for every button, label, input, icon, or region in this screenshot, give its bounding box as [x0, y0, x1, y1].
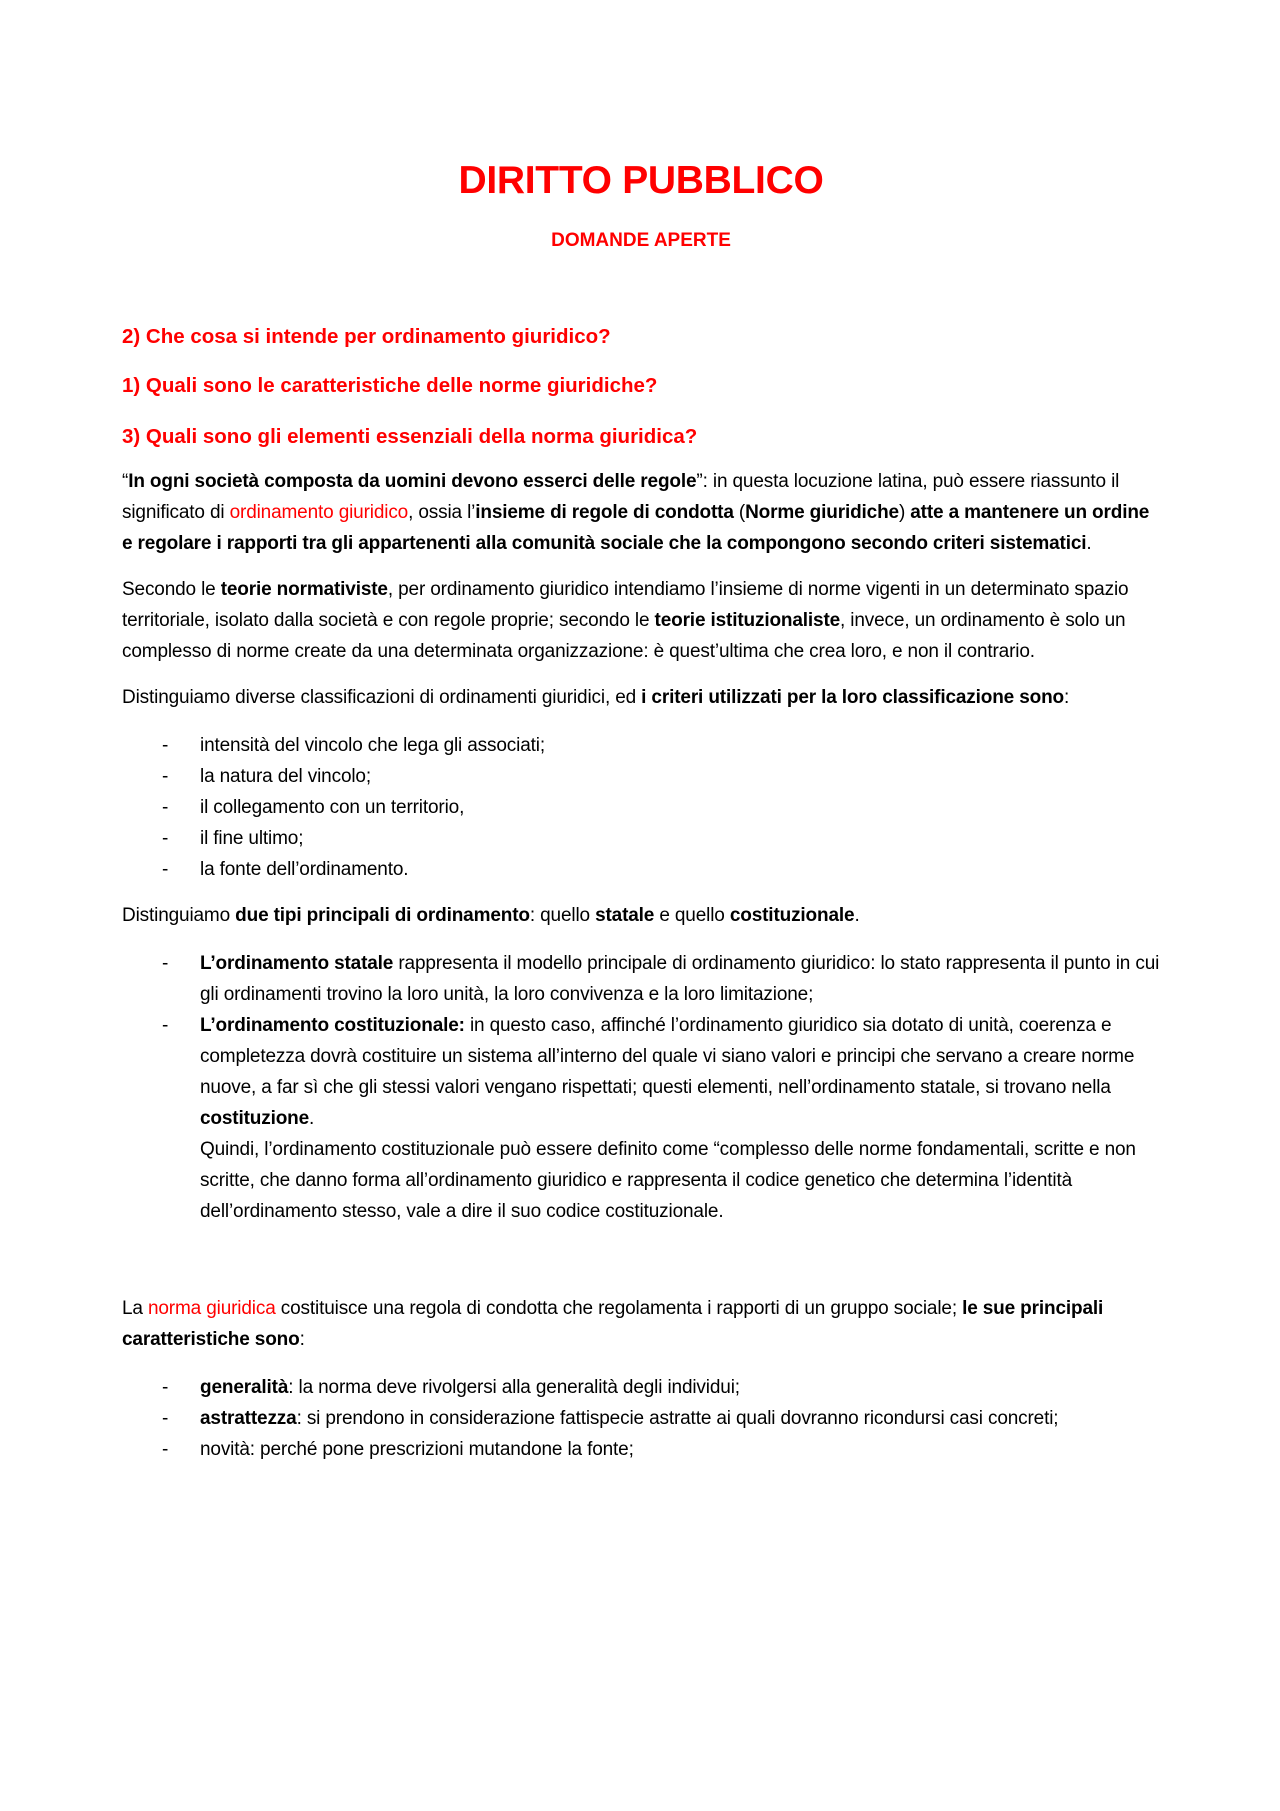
paragraph-classificazioni: Distinguiamo diverse classificazioni di ordinamenti giuridici, ed i criteri utilizzati per la loro classificazione sono:: [122, 687, 1070, 708]
document-subtitle: DOMANDE APERTE: [551, 230, 731, 251]
paragraph-teorie: Secondo le teorie normativiste, per ordinamento giuridico intendiamo l’insieme di norme vigenti in un determinato spazio territoriale, isolato dalla società e con regole proprie; secondo le teorie istituzionaliste, invece, un ordinamento è solo un complesso di norme create da una determinata organizzazione: è quest’ultima che crea loro, e non il contrario.: [122, 579, 1129, 662]
list-item: - novità: perché pone prescrizioni mutandone la fonte;: [162, 1439, 634, 1460]
term-norma-giuridica: norma giuridica: [147, 1298, 276, 1319]
question-elementi: 3) Quali sono gli elementi essenziali della norma giuridica?: [122, 425, 698, 448]
question-caratteristiche: 1) Quali sono le caratteristiche delle norme giuridiche?: [122, 374, 658, 397]
list-item: - la natura del vincolo;: [162, 766, 371, 787]
list-tipi-ordinamento: [122, 948, 1160, 1227]
quote-text: In ogni società composta da uomini devono esserci delle regole: [128, 471, 697, 492]
list-criteri: [122, 730, 1160, 885]
term-ordinamento-giuridico: ordinamento giuridico: [229, 502, 409, 523]
list-item: - la fonte dell’ordinamento.: [162, 859, 409, 880]
list-caratteristiche: [122, 1372, 1160, 1465]
list-item: - il fine ultimo;: [162, 828, 304, 849]
list-item: - intensità del vincolo che lega gli associati;: [162, 735, 545, 756]
list-item-statale: - L’ordinamento statale rappresenta il modello principale di ordinamento giuridico: lo stato rappresenta il punto in cui gli ordinamenti trovino la loro unità, la loro convivenza e la loro limitazione;: [162, 953, 1160, 1005]
list-item: - generalità: la norma deve rivolgersi alla generalità degli individui;: [162, 1377, 740, 1398]
question-ordinamento: 2) Che cosa si intende per ordinamento giuridico?: [122, 325, 611, 348]
paragraph-definizione: “In ogni società composta da uomini devono esserci delle regole”: in questa locuzione latina, può essere riassunto il significato di ordinamento giuridico, ossia l’insieme di regole di condotta (Norme giuridiche) atte a mantenere un ordine e regolare i rapporti tra gli appartenenti alla comunità sociale che la compongono secondo criteri sistematici.: [122, 471, 1150, 554]
list-item: - il collegamento con un territorio,: [162, 797, 465, 818]
document-title: DIRITTO PUBBLICO: [458, 159, 824, 202]
paragraph-norma-giuridica: La norma giuridica costituisce una regola di condotta che regolamenta i rapporti di un gruppo sociale; le sue principali caratteristiche sono:: [122, 1298, 1104, 1350]
list-item: - astrattezza: si prendono in considerazione fattispecie astratte ai quali dovranno ricondursi casi concreti;: [162, 1408, 1059, 1429]
paragraph-tipi: Distinguiamo due tipi principali di ordinamento: quello statale e quello costituzionale.: [122, 905, 860, 926]
list-item-costituzionale: - L’ordinamento costituzionale: in questo caso, affinché l’ordinamento giuridico sia dotato di unità, coerenza e completezza dovrà costituire un sistema all’interno del quale vi siano valori e principi che servano a creare norme nuove, a far sì che gli stessi valori vengano rispettati; questi elementi, nell’ordinamento statale, si trovano nella costituzione. Quindi, l’ordinamento costituzionale può essere definito come “complesso delle norme fondamentali, scritte e non scritte, che danno forma all’ordinamento giuridico e rappresenta il codice genetico che determina l’identità dell’ordinamento stesso, vale a dire il suo codice costituzionale.: [162, 1015, 1136, 1222]
